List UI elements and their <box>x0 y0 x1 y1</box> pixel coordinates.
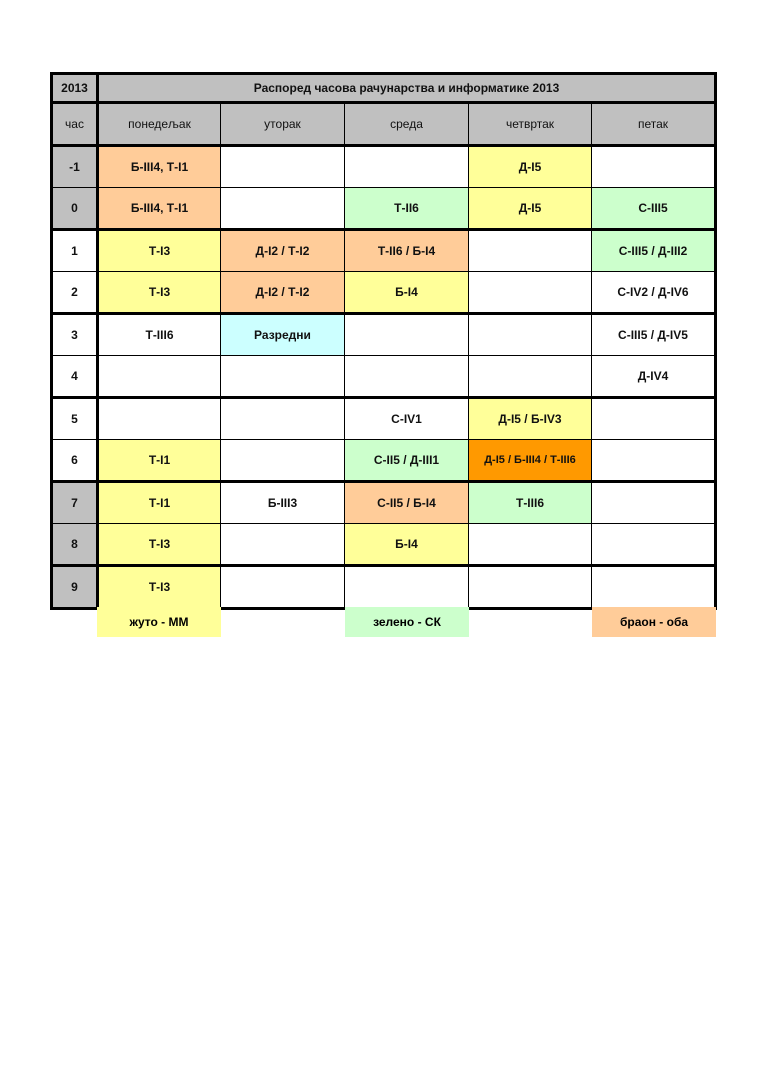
schedule-cell <box>469 230 592 272</box>
schedule-cell: Т-III6 <box>469 482 592 524</box>
schedule-cell <box>592 146 716 188</box>
legend-brown: браон - оба <box>592 607 716 637</box>
schedule-cell: Т-I1 <box>98 440 221 482</box>
schedule-cell <box>469 356 592 398</box>
schedule-cell: Д-I2 / Т-I2 <box>221 272 345 314</box>
day-header: уторак <box>221 103 345 146</box>
schedule-cell: Т-II6 / Б-I4 <box>345 230 469 272</box>
schedule-cell <box>592 398 716 440</box>
schedule-cell: Д-IV4 <box>592 356 716 398</box>
schedule-cell <box>592 566 716 609</box>
table-row <box>52 146 716 188</box>
schedule-cell <box>221 440 345 482</box>
day-header: петак <box>592 103 716 146</box>
schedule-cell <box>592 524 716 566</box>
schedule-cell <box>592 440 716 482</box>
table-row <box>52 440 716 482</box>
schedule-cell: Д-I5 / Б-III4 / Т-III6 <box>469 440 592 482</box>
schedule-cell <box>469 524 592 566</box>
schedule-cell <box>221 356 345 398</box>
table-title: Распоред часова рачунарства и информатике 2013 <box>98 74 716 103</box>
schedule-cell: С-IV2 / Д-IV6 <box>592 272 716 314</box>
table-row <box>52 314 716 356</box>
schedule-cell: Разредни <box>221 314 345 356</box>
table-row <box>52 524 716 566</box>
hour-cell: 8 <box>52 524 98 566</box>
hour-cell: 3 <box>52 314 98 356</box>
hour-cell: 1 <box>52 230 98 272</box>
schedule-cell: С-II5 / Б-I4 <box>345 482 469 524</box>
table-row <box>52 482 716 524</box>
hour-cell: 7 <box>52 482 98 524</box>
schedule-cell <box>345 146 469 188</box>
schedule-cell: С-III5 / Д-IV5 <box>592 314 716 356</box>
schedule-cell: Т-I3 <box>98 230 221 272</box>
schedule-cell: С-III5 / Д-III2 <box>592 230 716 272</box>
schedule-cell <box>221 566 345 609</box>
schedule-cell <box>221 188 345 230</box>
hour-cell: 2 <box>52 272 98 314</box>
schedule-cell: Т-I3 <box>98 566 221 609</box>
schedule-cell: С-III5 <box>592 188 716 230</box>
year-cell: 2013 <box>52 74 98 103</box>
schedule-cell <box>469 566 592 609</box>
schedule-cell: Б-III3 <box>221 482 345 524</box>
legend-green: зелено - СК <box>345 607 469 637</box>
table-row <box>52 188 716 230</box>
hour-cell: 9 <box>52 566 98 609</box>
schedule-cell <box>98 398 221 440</box>
schedule-cell <box>345 356 469 398</box>
hour-cell: 5 <box>52 398 98 440</box>
schedule-cell: Б-III4, Т-I1 <box>98 146 221 188</box>
schedule-cell: Т-I3 <box>98 524 221 566</box>
schedule-cell: Б-I4 <box>345 524 469 566</box>
schedule-cell <box>98 356 221 398</box>
schedule-cell <box>469 314 592 356</box>
day-header: среда <box>345 103 469 146</box>
schedule-table <box>50 72 717 610</box>
schedule-cell: Б-III4, Т-I1 <box>98 188 221 230</box>
hour-cell: 4 <box>52 356 98 398</box>
schedule-cell <box>221 146 345 188</box>
schedule-cell: Т-II6 <box>345 188 469 230</box>
schedule-cell <box>345 314 469 356</box>
schedule-cell <box>221 398 345 440</box>
schedule-cell: С-II5 / Д-III1 <box>345 440 469 482</box>
schedule-cell: Д-I5 <box>469 146 592 188</box>
hour-header: час <box>52 103 98 146</box>
schedule-cell: Д-I2 / Т-I2 <box>221 230 345 272</box>
table-row <box>52 272 716 314</box>
schedule-cell: Т-III6 <box>98 314 221 356</box>
day-header: четвртак <box>469 103 592 146</box>
hour-cell: 0 <box>52 188 98 230</box>
schedule-cell: Т-I3 <box>98 272 221 314</box>
schedule-cell: Т-I1 <box>98 482 221 524</box>
table-row <box>52 398 716 440</box>
table-row <box>52 566 716 609</box>
schedule-cell <box>469 272 592 314</box>
day-header: понедељак <box>98 103 221 146</box>
hour-cell: 6 <box>52 440 98 482</box>
schedule-cell <box>345 566 469 609</box>
hour-cell: -1 <box>52 146 98 188</box>
schedule-cell <box>592 482 716 524</box>
schedule-cell: С-IV1 <box>345 398 469 440</box>
schedule-cell <box>221 524 345 566</box>
legend-yellow: жуто - ММ <box>97 607 221 637</box>
table-row <box>52 356 716 398</box>
schedule-cell: Б-I4 <box>345 272 469 314</box>
table-row <box>52 230 716 272</box>
schedule-cell: Д-I5 / Б-IV3 <box>469 398 592 440</box>
schedule-cell: Д-I5 <box>469 188 592 230</box>
